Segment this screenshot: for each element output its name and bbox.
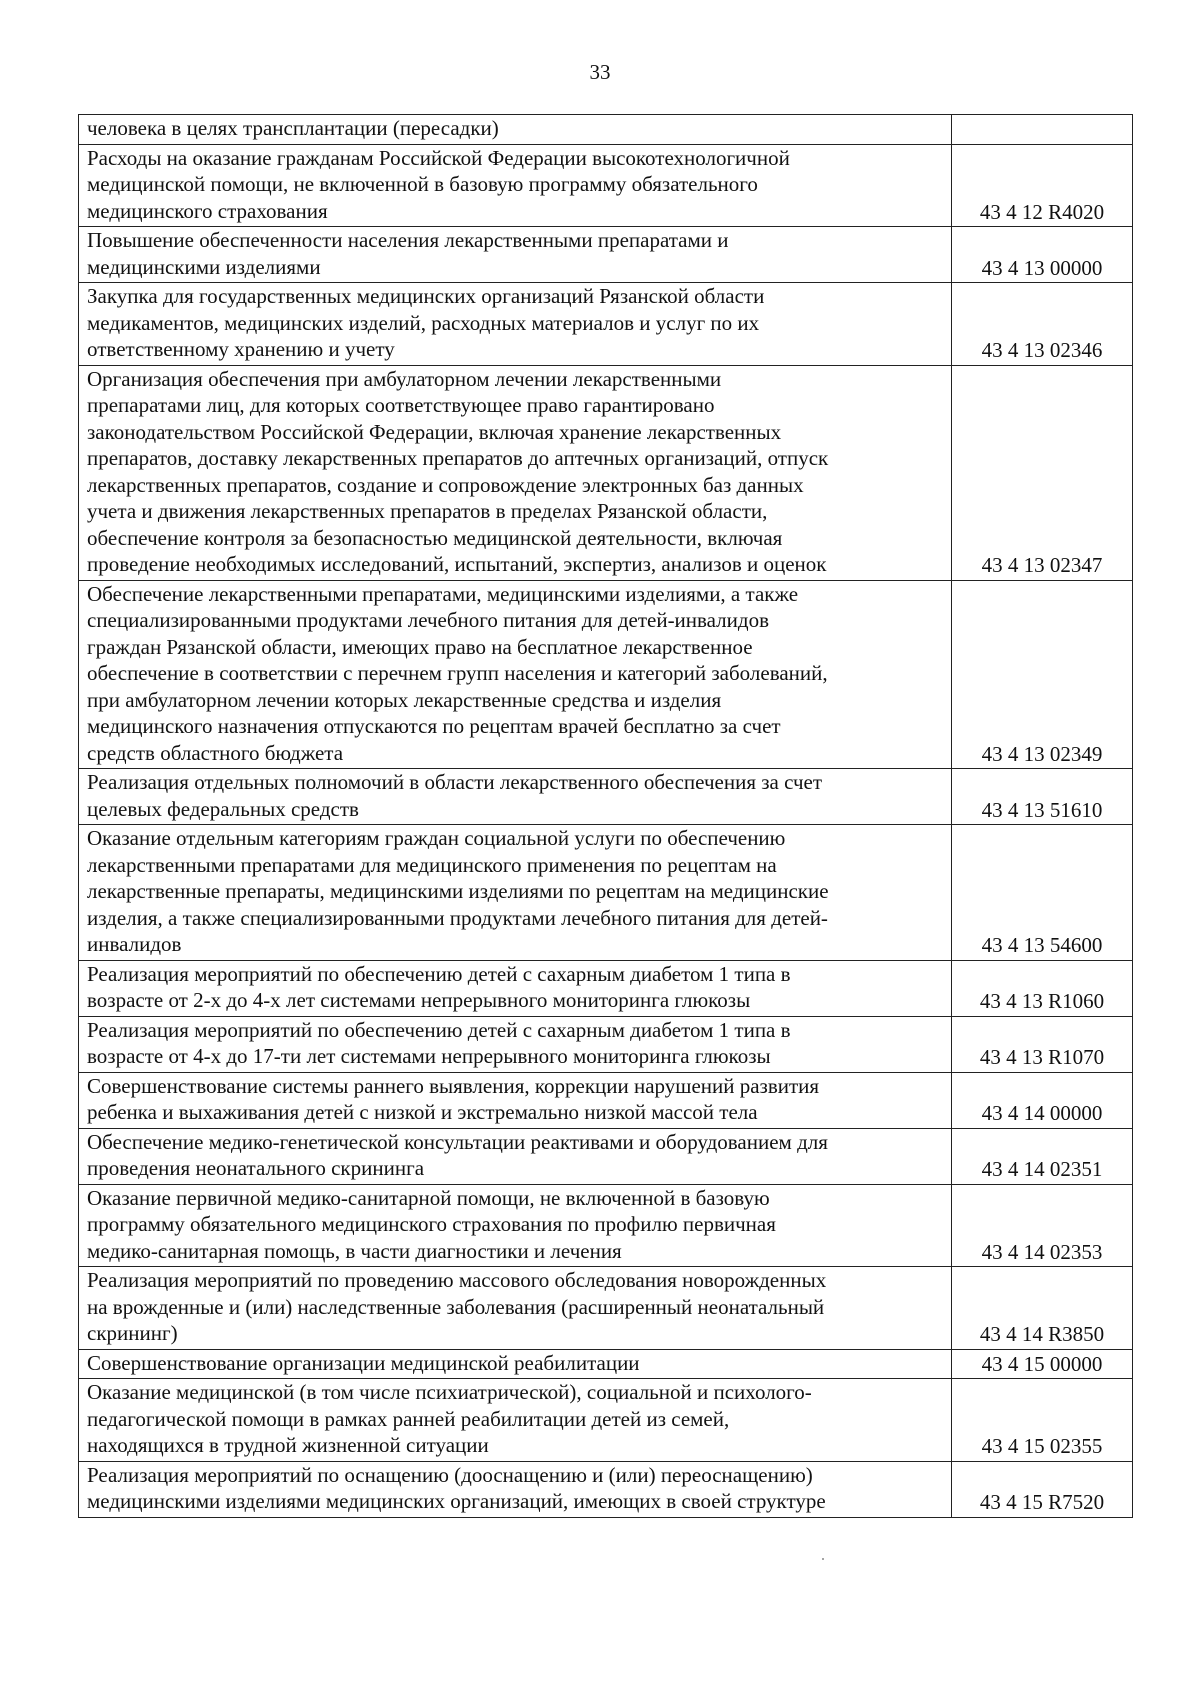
description-line: Повышение обеспеченности населения лекарственными препаратами и — [87, 228, 729, 252]
description-line: ребенка и выхаживания детей с низкой и экстремально низкой массой тела — [87, 1100, 758, 1124]
row-description — [79, 227, 952, 283]
table-row — [79, 769, 1133, 825]
row-description — [79, 1379, 952, 1462]
row-description — [79, 825, 952, 961]
table-row — [79, 144, 1133, 227]
description-line: медицинского назначения отпускаются по рецептам врачей бесплатно за счет — [87, 714, 781, 738]
description-line: Закупка для государственных медицинских организаций Рязанской области — [87, 284, 765, 308]
table-row — [79, 1072, 1133, 1128]
description-line: проведение необходимых исследований, испытаний, экспертиз, анализов и оценок — [87, 552, 827, 576]
description-line: лекарственные препараты, медицинскими изделиями по рецептам на медицинские — [87, 879, 829, 903]
description-line: медикаментов, медицинских изделий, расходных материалов и услуг по их — [87, 310, 760, 335]
description-line: педагогической помощи в рамках ранней реабилитации детей из семей, — [87, 1406, 730, 1431]
description-line: Реализация мероприятий по оснащению (дооснащению и (или) переоснащению) — [87, 1462, 813, 1487]
table-row — [79, 1461, 1133, 1517]
row-code — [952, 115, 1133, 145]
row-code: 43 4 13 02346 — [952, 283, 1133, 366]
table-row — [79, 283, 1133, 366]
description-line: Реализация мероприятий по проведению массового обследования новорожденных — [87, 1268, 827, 1292]
table-row — [79, 1184, 1133, 1267]
description-line: проведения неонатального скрининга — [87, 1156, 425, 1180]
row-description — [79, 115, 952, 145]
table-row — [79, 1128, 1133, 1184]
description-line: при амбулаторном лечении которых лекарственные средства и изделия — [87, 687, 722, 712]
row-code: 43 4 13 R1070 — [952, 1016, 1133, 1072]
description-line: Оказание отдельным категориям граждан социальной услуги по обеспечению — [87, 826, 786, 850]
table-row — [79, 960, 1133, 1016]
table-body — [79, 115, 1133, 1518]
description-line: Оказание медицинской (в том числе психиатрической), социальной и психолого- — [87, 1380, 812, 1404]
description-line: препаратами лиц, для которых соответствующее право гарантировано — [87, 393, 715, 417]
description-line: средств областного бюджета — [87, 740, 344, 765]
description-line: обеспечение контроля за безопасностью медицинской деятельности, включая — [87, 525, 783, 550]
table-row — [79, 365, 1133, 580]
description-line: Расходы на оказание гражданам Российской Федерации высокотехнологичной — [87, 145, 790, 170]
description-line: лекарственных препаратов, создание и сопровождение электронных баз данных — [87, 472, 804, 497]
description-line: лекарственными препаратами для медицинского применения по рецептам на — [87, 852, 777, 877]
description-line: Реализация отдельных полномочий в области лекарственного обеспечения за счет — [87, 770, 823, 794]
row-code: 43 4 15 02355 — [952, 1379, 1133, 1462]
row-code: 43 4 13 00000 — [952, 227, 1133, 283]
description-line: целевых федеральных средств — [87, 796, 359, 821]
description-line: препаратов, доставку лекарственных препаратов до аптечных организаций, отпуск — [87, 446, 829, 470]
description-line: Реализация мероприятий по обеспечению детей с сахарным диабетом 1 типа в — [87, 961, 791, 986]
scan-artifact-dot — [822, 1558, 824, 1560]
description-line: возрасте от 2-х до 4-х лет системами непрерывного мониторинга глюкозы — [87, 988, 751, 1012]
row-description — [79, 1461, 952, 1517]
row-code: 43 4 14 R3850 — [952, 1267, 1133, 1350]
row-code: 43 4 14 02351 — [952, 1128, 1133, 1184]
description-line: медицинскими изделиями медицинских организаций, имеющих в своей структуре — [87, 1489, 826, 1513]
description-line: Обеспечение медико-генетической консультации реактивами и оборудованием для — [87, 1129, 828, 1154]
description-line: медико-санитарная помощь, в части диагностики и лечения — [87, 1238, 622, 1263]
description-line: ответственному хранению и учету — [87, 337, 395, 361]
table-row — [79, 1379, 1133, 1462]
description-line: Обеспечение лекарственными препаратами, медицинскими изделиями, а также — [87, 581, 799, 606]
description-line: изделия, а также специализированными продуктами лечебного питания для детей- — [87, 905, 828, 930]
description-line: Организация обеспечения при амбулаторном лечении лекарственными — [87, 366, 722, 391]
description-line: Реализация мероприятий по обеспечению детей с сахарным диабетом 1 типа в — [87, 1017, 791, 1042]
description-line: Совершенствование системы раннего выявления, коррекции нарушений развития — [87, 1073, 820, 1098]
description-line: медицинской помощи, не включенной в базовую программу обязательного — [87, 172, 758, 196]
page-number: 33 — [589, 60, 611, 84]
description-line: скрининг) — [87, 1321, 178, 1345]
description-line: обеспечение в соответствии с перечнем групп населения и категорий заболеваний, — [87, 661, 828, 685]
table-row — [79, 227, 1133, 283]
description-line: на врожденные и (или) наследственные заболевания (расширенный неонатальный — [87, 1294, 825, 1319]
description-line: Оказание первичной медико-санитарной помощи, не включенной в базовую — [87, 1185, 770, 1210]
description-line: граждан Рязанской области, имеющих право на бесплатное лекарственное — [87, 634, 753, 659]
row-description — [79, 1184, 952, 1267]
row-code: 43 4 13 54600 — [952, 825, 1133, 961]
description-line: специализированными продуктами лечебного питания для детей-инвалидов — [87, 608, 769, 632]
row-description — [79, 769, 952, 825]
description-line: медицинскими изделиями — [87, 254, 321, 279]
row-code: 43 4 13 R1060 — [952, 960, 1133, 1016]
description-line: законодательством Российской Федерации, включая хранение лекарственных — [87, 419, 782, 444]
row-description — [79, 1072, 952, 1128]
row-code: 43 4 13 02347 — [952, 365, 1133, 580]
row-description — [79, 580, 952, 769]
description-line: Совершенствование организации медицинской реабилитации — [87, 1350, 640, 1375]
row-description — [79, 1267, 952, 1350]
description-line: возрасте от 4-х до 17-ти лет системами непрерывного мониторинга глюкозы — [87, 1044, 771, 1068]
table-row — [79, 115, 1133, 145]
table-row — [79, 1016, 1133, 1072]
description-line: человека в целях трансплантации (пересадки) — [87, 116, 499, 140]
description-line: медицинского страхования — [87, 198, 328, 223]
row-code: 43 4 12 R4020 — [952, 144, 1133, 227]
description-line: учета и движения лекарственных препаратов в пределах Рязанской области, — [87, 499, 768, 523]
row-code: 43 4 14 00000 — [952, 1072, 1133, 1128]
row-description — [79, 365, 952, 580]
table-row — [79, 1349, 1133, 1379]
row-description — [79, 1016, 952, 1072]
row-code: 43 4 15 00000 — [952, 1349, 1133, 1379]
description-line: программу обязательного медицинского страхования по профилю первичная — [87, 1212, 776, 1236]
row-description — [79, 283, 952, 366]
row-code: 43 4 15 R7520 — [952, 1461, 1133, 1517]
row-code: 43 4 13 51610 — [952, 769, 1133, 825]
row-code: 43 4 14 02353 — [952, 1184, 1133, 1267]
table-row — [79, 825, 1133, 961]
row-description — [79, 1349, 952, 1379]
table-row — [79, 1267, 1133, 1350]
budget-codes-table — [78, 114, 1133, 1518]
row-description — [79, 960, 952, 1016]
table-row — [79, 580, 1133, 769]
row-code: 43 4 13 02349 — [952, 580, 1133, 769]
description-line: инвалидов — [87, 932, 182, 956]
row-description — [79, 144, 952, 227]
description-line: находящихся в трудной жизненной ситуации — [87, 1433, 489, 1457]
row-description — [79, 1128, 952, 1184]
